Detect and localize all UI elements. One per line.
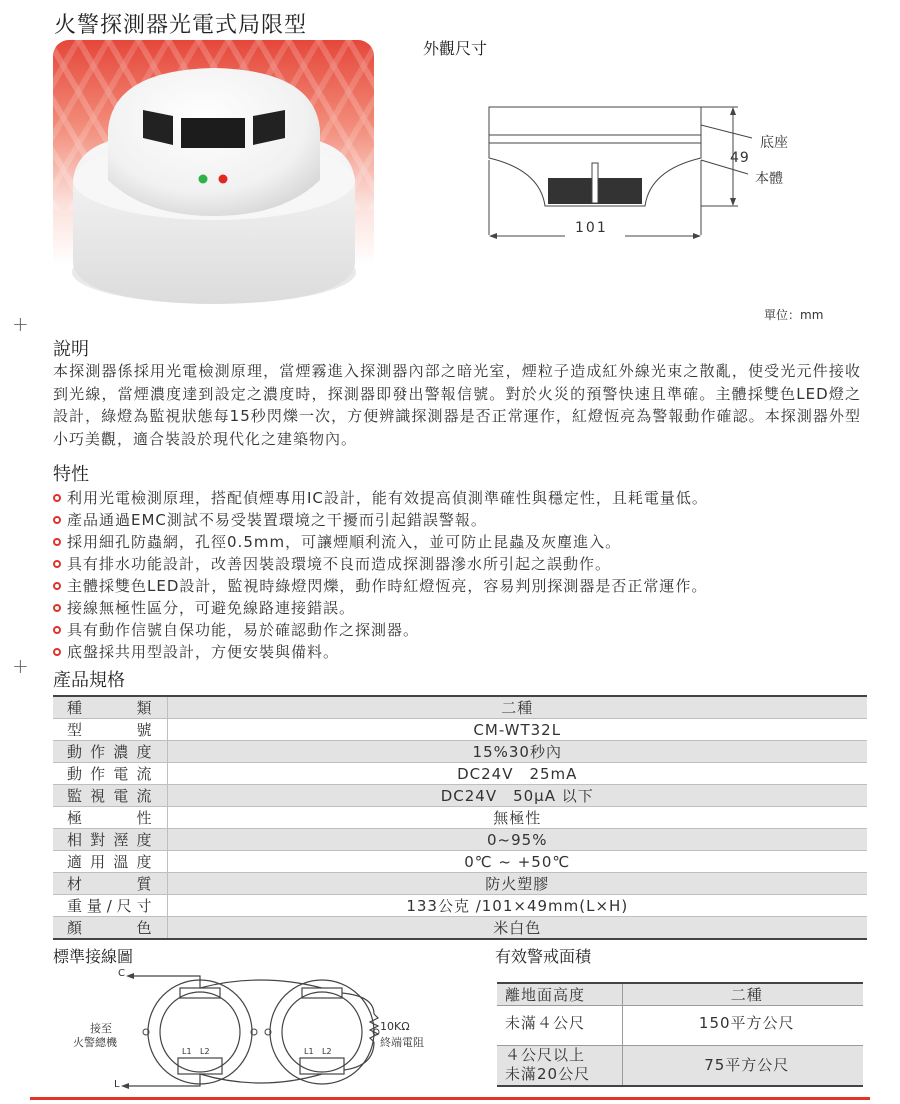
features-list <box>53 487 853 663</box>
unit-label: 單位：mm <box>764 308 824 322</box>
list-item: 接線無極性區分，可避免線路連接錯誤。 <box>53 597 853 619</box>
terminal-l2: L2 <box>322 1047 332 1056</box>
table-row: 型號 CM-WT32L <box>53 719 867 741</box>
bullet-icon <box>53 538 61 546</box>
table-row: 重量/尺寸 133公克 /101×49mm(L×H) <box>53 895 867 917</box>
width-value: 101 <box>575 220 608 236</box>
table-row: 監視電流 DC24V 50μA 以下 <box>53 785 867 807</box>
bullet-icon <box>53 604 61 612</box>
area-table <box>497 982 863 1087</box>
list-item: 採用細孔防蟲網，孔徑0.5mm，可讓煙順利流入，並可防止昆蟲及灰塵進入。 <box>53 531 853 553</box>
table-row: 相對溼度 0~95% <box>53 829 867 851</box>
table-row: 動作電流 DC24V 25mA <box>53 763 867 785</box>
base-label: 底座 <box>760 135 788 151</box>
spec-table <box>53 695 867 940</box>
bottom-rule <box>30 1097 870 1100</box>
specs-heading: 產品規格 <box>53 670 125 691</box>
resistor-note-1: 10KΩ <box>380 1020 410 1033</box>
resistor-note-2: 終端電阻 <box>380 1036 424 1049</box>
crop-mark: + <box>12 312 29 336</box>
bullet-icon <box>53 626 61 634</box>
list-item: 利用光電檢測原理，搭配偵煙專用IC設計，能有效提高偵測準確性與穩定性，且耗電量低。 <box>53 487 853 509</box>
panel-note-2: 火警總機 <box>73 1036 117 1049</box>
terminal-l1: L1 <box>304 1047 314 1056</box>
crop-mark: + <box>12 654 29 678</box>
list-item: 產品通過EMC測試不易受裝置環境之干擾而引起錯誤警報。 <box>53 509 853 531</box>
panel-note-1: 接至 <box>90 1022 112 1035</box>
wiring-heading: 標準接線圖 <box>53 947 134 966</box>
dimension-title: 外觀尺寸 <box>423 39 488 58</box>
smoke-detector-illustration <box>53 40 374 321</box>
label-l: L <box>114 1079 120 1090</box>
table-row: 未滿４公尺 150平方公尺 <box>497 1006 863 1046</box>
description-heading: 說明 <box>53 339 89 360</box>
page-title: 火警探測器光電式局限型 <box>54 13 308 38</box>
bullet-icon <box>53 560 61 568</box>
list-item: 主體採雙色LED設計，監視時綠燈閃爍，動作時紅燈恆亮，容易判別探測器是否正常運作。 <box>53 575 853 597</box>
table-row: 適用溫度 0℃ ~ +50℃ <box>53 851 867 873</box>
table-row: 材質 防火塑膠 <box>53 873 867 895</box>
bullet-icon <box>53 582 61 590</box>
table-row: 極性 無極性 <box>53 807 867 829</box>
table-row: 動作濃度 15%30秒內 <box>53 741 867 763</box>
table-row: 顏色 米白色 <box>53 917 867 940</box>
body-label: 本體 <box>755 171 783 187</box>
list-item: 底盤採共用型設計，方便安裝與備料。 <box>53 641 853 663</box>
table-row: 離地面高度 二種 <box>497 983 863 1006</box>
description-text: 本探測器係採用光電檢測原理，當煙霧進入探測器內部之暗光室，煙粒子造成紅外線光束之散亂，使受光元件接收到光線，當煙濃度達到設定之濃度時，探測器即發出警報信號。對於火災的預警快速且準確。主體採雙色LED燈之設計，綠燈為監視狀態每15秒閃爍一次，方便辨識探測器是否正常運作，紅燈恆亮為警報動作確認。本探測器外型小巧美觀，適合裝設於現代化之建築物內。 <box>53 362 861 448</box>
label-c: C <box>118 968 125 979</box>
list-item: 具有排水功能設計，改善因裝設環境不良而造成探測器滲水所引起之誤動作。 <box>53 553 853 575</box>
features-heading: 特性 <box>53 464 89 485</box>
table-row: 種類 二種 <box>53 696 867 719</box>
bullet-icon <box>53 648 61 656</box>
height-value: 49 <box>730 150 750 166</box>
table-row: ４公尺以上 未滿20公尺 75平方公尺 <box>497 1046 863 1086</box>
terminal-l2: L2 <box>200 1047 210 1056</box>
bullet-icon <box>53 494 61 502</box>
product-photo <box>53 40 374 321</box>
list-item: 具有動作信號自保功能，易於確認動作之探測器。 <box>53 619 853 641</box>
area-heading: 有效警戒面積 <box>495 947 592 966</box>
bullet-icon <box>53 516 61 524</box>
terminal-l1: L1 <box>182 1047 192 1056</box>
